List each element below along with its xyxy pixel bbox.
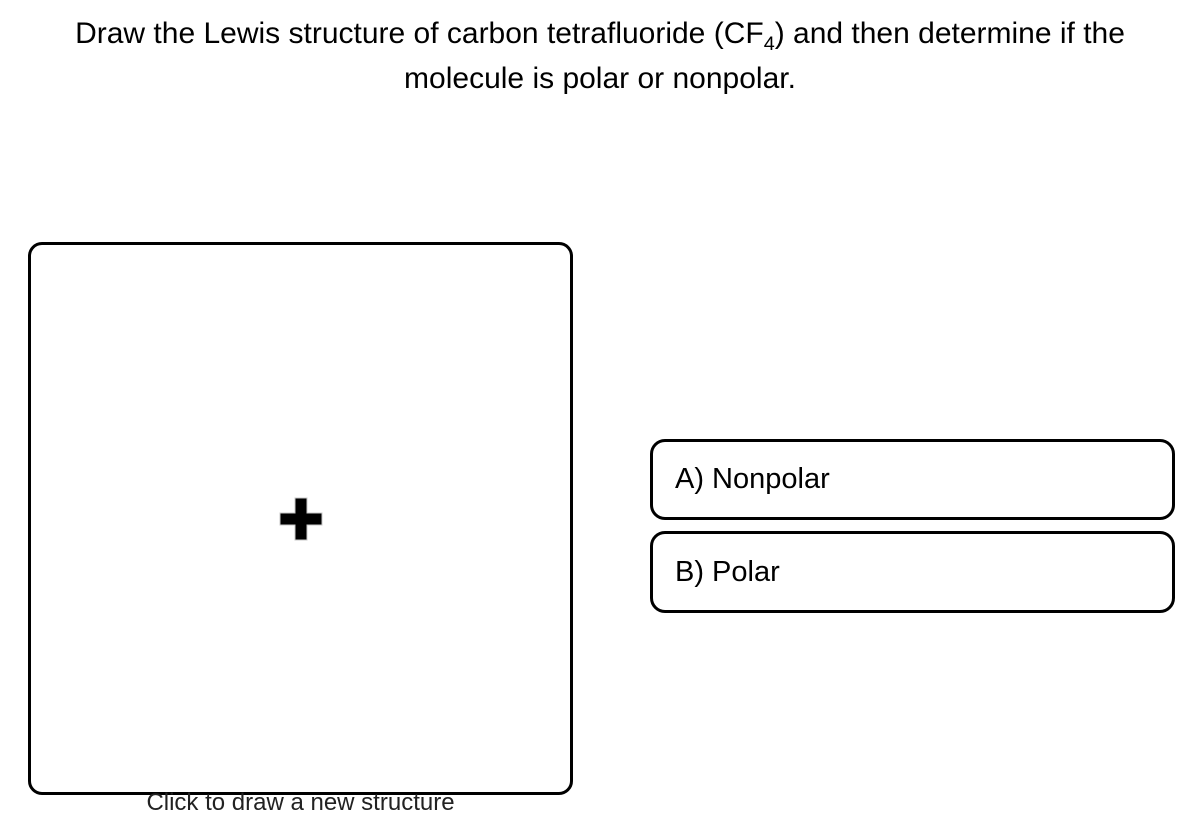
formula-subscript: 4 (763, 33, 775, 55)
question-title-line1 (0, 11, 1200, 56)
question-title (0, 11, 1200, 101)
question-title-line2: molecule is polar or nonpolar. (404, 62, 796, 95)
answer-option-b-label: B) Polar (675, 555, 780, 588)
plus-icon (279, 497, 323, 541)
answer-option-a-label: A) Nonpolar (675, 463, 830, 495)
answer-option-b[interactable] (650, 531, 1175, 613)
structure-drawing-canvas[interactable] (28, 242, 573, 795)
canvas-caption: Click to draw a new structure (146, 789, 455, 816)
answer-option-a[interactable] (650, 439, 1175, 520)
title-text-after-formula: ) and then determine if the (774, 17, 1125, 50)
title-text-before-formula: Draw the Lewis structure of carbon tetrafluoride (CF (75, 17, 764, 50)
